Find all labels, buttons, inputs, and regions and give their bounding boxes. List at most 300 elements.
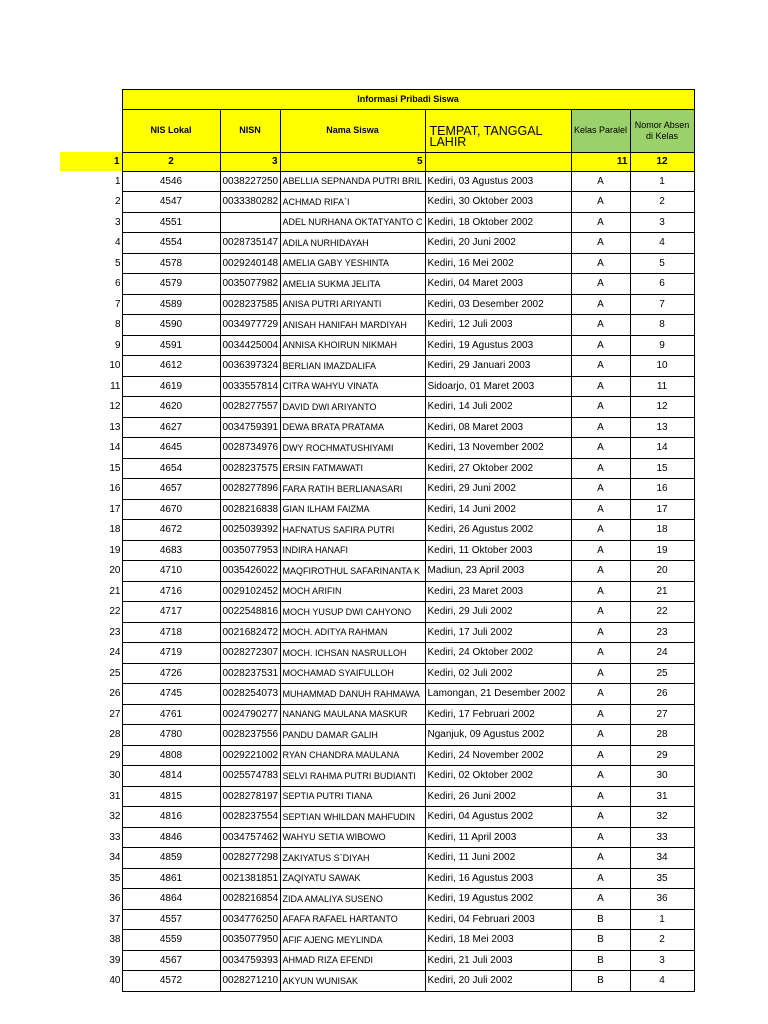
row-number[interactable]: 15 bbox=[109, 462, 121, 474]
cell-nama[interactable]: ADILA NURHIDAYAH bbox=[280, 233, 425, 254]
cell-nis[interactable]: 4547 bbox=[122, 192, 220, 213]
cell-nisn[interactable]: 0025574783 bbox=[220, 766, 280, 787]
cell-nisn[interactable]: 0035077982 bbox=[220, 274, 280, 295]
row-number[interactable]: 27 bbox=[109, 708, 121, 720]
cell-nama[interactable]: AFAFA RAFAEL HARTANTO bbox=[280, 909, 425, 930]
cell-nisn[interactable]: 0034759391 bbox=[220, 417, 280, 438]
cell-nisn[interactable]: 0029240148 bbox=[220, 253, 280, 274]
cell-kelas[interactable]: A bbox=[571, 499, 630, 520]
cell-kelas[interactable]: A bbox=[571, 356, 630, 377]
cell-absen[interactable]: 3 bbox=[630, 950, 694, 971]
cell-nama[interactable]: AMELIA GABY YESHINTA bbox=[280, 253, 425, 274]
cell-nis[interactable]: 4808 bbox=[122, 745, 220, 766]
cell-nisn[interactable]: 0028734976 bbox=[220, 438, 280, 459]
cell-kelas[interactable]: A bbox=[571, 274, 630, 295]
cell-absen[interactable]: 5 bbox=[630, 253, 694, 274]
cell-absen[interactable]: 28 bbox=[630, 725, 694, 746]
cell-nama[interactable]: ANISA PUTRI ARIYANTI bbox=[280, 294, 425, 315]
cell-nis[interactable]: 4859 bbox=[122, 848, 220, 869]
cell-nisn[interactable]: 0028237585 bbox=[220, 294, 280, 315]
cell-kelas[interactable]: A bbox=[571, 581, 630, 602]
cell-nisn[interactable]: 0028277557 bbox=[220, 397, 280, 418]
table-row bbox=[60, 479, 694, 500]
cell-absen[interactable]: 34 bbox=[630, 848, 694, 869]
cell-nis[interactable]: 4619 bbox=[122, 376, 220, 397]
cell-nis[interactable]: 4554 bbox=[122, 233, 220, 254]
cell-absen[interactable]: 9 bbox=[630, 335, 694, 356]
row-number[interactable]: 20 bbox=[109, 565, 121, 577]
cell-ttl[interactable]: Kediri, 18 Mei 2003 bbox=[425, 930, 571, 951]
cell-ttl[interactable]: Kediri, 17 Februari 2002 bbox=[425, 704, 571, 725]
cell-absen[interactable]: 10 bbox=[630, 356, 694, 377]
row-number[interactable]: 3 bbox=[114, 216, 121, 228]
cell-absen[interactable]: 1 bbox=[630, 909, 694, 930]
cell-nisn[interactable]: 0028237575 bbox=[220, 458, 280, 479]
cell-kelas[interactable]: A bbox=[571, 335, 630, 356]
cell-ttl[interactable]: Kediri, 16 Mei 2002 bbox=[425, 253, 571, 274]
cell-nis[interactable]: 4589 bbox=[122, 294, 220, 315]
cell-nisn[interactable]: 0028216838 bbox=[220, 499, 280, 520]
cell-kelas[interactable]: A bbox=[571, 602, 630, 623]
row-number[interactable]: 9 bbox=[114, 339, 121, 351]
cell-kelas[interactable]: A bbox=[571, 438, 630, 459]
cell-nis[interactable]: 4557 bbox=[122, 909, 220, 930]
table-row bbox=[60, 520, 694, 541]
table-row bbox=[60, 417, 694, 438]
cell-ttl[interactable]: Nganjuk, 09 Agustus 2002 bbox=[425, 725, 571, 746]
cell-nis[interactable]: 4591 bbox=[122, 335, 220, 356]
cell-kelas[interactable]: B bbox=[571, 909, 630, 930]
row-number[interactable]: 19 bbox=[109, 544, 121, 556]
cell-ttl[interactable]: Kediri, 18 Oktober 2002 bbox=[425, 212, 571, 233]
cell-absen[interactable]: 17 bbox=[630, 499, 694, 520]
cell-kelas[interactable]: A bbox=[571, 827, 630, 848]
cell-nisn[interactable]: 0021682472 bbox=[220, 622, 280, 643]
cell-nisn[interactable]: 0021381851 bbox=[220, 868, 280, 889]
cell-nama[interactable]: NANANG MAULANA MASKUR bbox=[280, 704, 425, 725]
cell-kelas[interactable]: A bbox=[571, 704, 630, 725]
cell-ttl[interactable]: Kediri, 29 Juni 2002 bbox=[425, 479, 571, 500]
cell-kelas[interactable]: A bbox=[571, 417, 630, 438]
table-row bbox=[60, 458, 694, 479]
cell-nis[interactable]: 4683 bbox=[122, 540, 220, 561]
cell-kelas[interactable]: A bbox=[571, 684, 630, 705]
cell-ttl[interactable]: Kediri, 29 Januari 2003 bbox=[425, 356, 571, 377]
cell-nisn[interactable]: 0034776250 bbox=[220, 909, 280, 930]
cell-nis[interactable]: 4814 bbox=[122, 766, 220, 787]
cell-nis[interactable]: 4654 bbox=[122, 458, 220, 479]
cell-nis[interactable]: 4620 bbox=[122, 397, 220, 418]
cell-ttl[interactable]: Kediri, 17 Juli 2002 bbox=[425, 622, 571, 643]
row-number[interactable]: 22 bbox=[109, 606, 121, 618]
row-number[interactable]: 18 bbox=[109, 524, 121, 536]
cell-absen[interactable]: 2 bbox=[630, 192, 694, 213]
cell-absen[interactable]: 3 bbox=[630, 212, 694, 233]
row-number[interactable]: 5 bbox=[114, 257, 121, 269]
cell-absen[interactable]: 31 bbox=[630, 786, 694, 807]
row-number[interactable]: 29 bbox=[109, 749, 121, 761]
cell-nisn[interactable]: 0028254073 bbox=[220, 684, 280, 705]
cell-nis[interactable]: 4719 bbox=[122, 643, 220, 664]
cell-nama[interactable]: MOCH ARIFIN bbox=[280, 581, 425, 602]
cell-nisn[interactable]: 0034977729 bbox=[220, 315, 280, 336]
cell-ttl[interactable]: Lamongan, 21 Desember 2002 bbox=[425, 684, 571, 705]
cell-absen[interactable]: 36 bbox=[630, 889, 694, 910]
cell-nis[interactable]: 4657 bbox=[122, 479, 220, 500]
table-row bbox=[60, 294, 694, 315]
cell-nama[interactable]: MOCH. ICHSAN NASRULLOH bbox=[280, 643, 425, 664]
cell-ttl[interactable]: Kediri, 20 Juli 2002 bbox=[425, 971, 571, 992]
cell-nama[interactable]: ANNISA KHOIRUN NIKMAH bbox=[280, 335, 425, 356]
cell-nis[interactable]: 4761 bbox=[122, 704, 220, 725]
cell-nama[interactable]: GIAN ILHAM FAIZMA bbox=[280, 499, 425, 520]
cell-nama[interactable]: MAQFIROTHUL SAFARINANTA K bbox=[280, 561, 425, 582]
cell-nis[interactable]: 4559 bbox=[122, 930, 220, 951]
cell-ttl[interactable]: Kediri, 08 Maret 2003 bbox=[425, 417, 571, 438]
cell-nama[interactable]: DWY ROCHMATUSHIYAMI bbox=[280, 438, 425, 459]
row-number[interactable]: 21 bbox=[109, 585, 121, 597]
cell-nisn[interactable]: 0028237556 bbox=[220, 725, 280, 746]
cell-absen[interactable]: 29 bbox=[630, 745, 694, 766]
cell-nisn[interactable]: 0035077953 bbox=[220, 540, 280, 561]
row-number[interactable]: 28 bbox=[109, 729, 121, 741]
cell-absen[interactable]: 20 bbox=[630, 561, 694, 582]
row-number[interactable]: 16 bbox=[109, 483, 121, 495]
cell-kelas[interactable]: B bbox=[571, 930, 630, 951]
cell-nama[interactable]: ADEL NURHANA OKTATYANTO C bbox=[280, 212, 425, 233]
col-header-nisn[interactable]: NISN bbox=[220, 109, 280, 152]
row-number[interactable]: 23 bbox=[109, 626, 121, 638]
cell-nisn[interactable]: 0025039392 bbox=[220, 520, 280, 541]
cell-nis[interactable]: 4780 bbox=[122, 725, 220, 746]
row-number[interactable]: 35 bbox=[109, 872, 121, 884]
cell-nis[interactable]: 4579 bbox=[122, 274, 220, 295]
row-number[interactable]: 10 bbox=[109, 360, 121, 372]
cell-absen[interactable]: 4 bbox=[630, 233, 694, 254]
row-number[interactable]: 25 bbox=[109, 667, 121, 679]
cell-absen[interactable]: 35 bbox=[630, 868, 694, 889]
table-row bbox=[60, 807, 694, 828]
cell-nisn[interactable]: 0028277298 bbox=[220, 848, 280, 869]
cell-absen[interactable]: 8 bbox=[630, 315, 694, 336]
cell-ttl[interactable]: Kediri, 03 Desember 2002 bbox=[425, 294, 571, 315]
cell-kelas[interactable]: A bbox=[571, 561, 630, 582]
cell-absen[interactable]: 2 bbox=[630, 930, 694, 951]
cell-ttl[interactable]: Kediri, 26 Juni 2002 bbox=[425, 786, 571, 807]
cell-ttl[interactable]: Kediri, 12 Juli 2003 bbox=[425, 315, 571, 336]
cell-nis[interactable]: 4546 bbox=[122, 171, 220, 192]
cell-nisn[interactable]: 0036397324 bbox=[220, 356, 280, 377]
table-row bbox=[60, 663, 694, 684]
cell-kelas[interactable]: A bbox=[571, 479, 630, 500]
cell-ttl[interactable]: Kediri, 11 Oktober 2003 bbox=[425, 540, 571, 561]
cell-absen[interactable]: 14 bbox=[630, 438, 694, 459]
cell-kelas[interactable]: A bbox=[571, 889, 630, 910]
cell-kelas[interactable]: A bbox=[571, 233, 630, 254]
cell-kelas[interactable]: A bbox=[571, 745, 630, 766]
cell-nisn[interactable]: 0028216854 bbox=[220, 889, 280, 910]
cell-nisn[interactable]: 0029102452 bbox=[220, 581, 280, 602]
cell-absen[interactable]: 18 bbox=[630, 520, 694, 541]
cell-nama[interactable]: ERSIN FATMAWATI bbox=[280, 458, 425, 479]
row-number[interactable]: 4 bbox=[114, 237, 121, 249]
col-header-nama[interactable]: Nama Siswa bbox=[280, 109, 425, 152]
cell-nis[interactable]: 4846 bbox=[122, 827, 220, 848]
cell-kelas[interactable]: A bbox=[571, 376, 630, 397]
col-num-kelas: 11 bbox=[571, 152, 630, 171]
row-number[interactable]: 26 bbox=[109, 688, 121, 700]
cell-nama[interactable]: MUHAMMAD DANUH RAHMAWA bbox=[280, 684, 425, 705]
col-header-kelas[interactable]: Kelas Paralel bbox=[571, 109, 630, 152]
row-number[interactable]: 30 bbox=[109, 770, 121, 782]
row-number[interactable]: 32 bbox=[109, 811, 121, 823]
cell-nisn[interactable]: 0034759393 bbox=[220, 950, 280, 971]
cell-kelas[interactable]: A bbox=[571, 622, 630, 643]
cell-ttl[interactable]: Kediri, 30 Oktober 2003 bbox=[425, 192, 571, 213]
cell-kelas[interactable]: A bbox=[571, 192, 630, 213]
cell-nama[interactable]: ABELLIA SEPNANDA PUTRI BRIL bbox=[280, 171, 425, 192]
cell-absen[interactable]: 7 bbox=[630, 294, 694, 315]
cell-nama[interactable]: ACHMAD RIFA`I bbox=[280, 192, 425, 213]
cell-nama[interactable]: ZAKIYATUS S`DIYAH bbox=[280, 848, 425, 869]
cell-ttl[interactable]: Kediri, 19 Agustus 2003 bbox=[425, 335, 571, 356]
cell-kelas[interactable]: A bbox=[571, 540, 630, 561]
cell-ttl[interactable]: Kediri, 11 April 2003 bbox=[425, 827, 571, 848]
cell-nama[interactable]: MOCH YUSUP DWI CAHYONO bbox=[280, 602, 425, 623]
cell-kelas[interactable]: A bbox=[571, 212, 630, 233]
cell-kelas[interactable]: A bbox=[571, 520, 630, 541]
cell-nis[interactable]: 4627 bbox=[122, 417, 220, 438]
cell-ttl[interactable]: Kediri, 03 Agustus 2003 bbox=[425, 171, 571, 192]
cell-nis[interactable]: 4815 bbox=[122, 786, 220, 807]
cell-kelas[interactable]: A bbox=[571, 663, 630, 684]
cell-ttl[interactable]: Kediri, 27 Oktober 2002 bbox=[425, 458, 571, 479]
row-number[interactable]: 36 bbox=[109, 893, 121, 905]
row-number[interactable]: 31 bbox=[109, 790, 121, 802]
cell-absen[interactable]: 21 bbox=[630, 581, 694, 602]
cell-ttl[interactable]: Kediri, 14 Juni 2002 bbox=[425, 499, 571, 520]
cell-absen[interactable]: 33 bbox=[630, 827, 694, 848]
cell-absen[interactable]: 4 bbox=[630, 971, 694, 992]
cell-nama[interactable]: AHMAD RIZA EFENDI bbox=[280, 950, 425, 971]
cell-absen[interactable]: 32 bbox=[630, 807, 694, 828]
cell-nis[interactable]: 4672 bbox=[122, 520, 220, 541]
cell-ttl[interactable]: Kediri, 04 Maret 2003 bbox=[425, 274, 571, 295]
row-number[interactable]: 34 bbox=[109, 852, 121, 864]
cell-kelas[interactable]: A bbox=[571, 786, 630, 807]
cell-absen[interactable]: 13 bbox=[630, 417, 694, 438]
cell-nisn[interactable]: 0028278197 bbox=[220, 786, 280, 807]
cell-ttl[interactable]: Kediri, 14 Juli 2002 bbox=[425, 397, 571, 418]
row-number[interactable]: 17 bbox=[109, 503, 121, 515]
cell-nis[interactable]: 4572 bbox=[122, 971, 220, 992]
cell-nama[interactable]: WAHYU SETIA WIBOWO bbox=[280, 827, 425, 848]
row-number[interactable]: 14 bbox=[109, 442, 121, 454]
cell-nis[interactable]: 4718 bbox=[122, 622, 220, 643]
cell-absen[interactable]: 26 bbox=[630, 684, 694, 705]
cell-absen[interactable]: 24 bbox=[630, 643, 694, 664]
cell-ttl[interactable]: Kediri, 20 Juni 2002 bbox=[425, 233, 571, 254]
table-row bbox=[60, 971, 694, 992]
cell-nisn[interactable]: 0029221002 bbox=[220, 745, 280, 766]
cell-nis[interactable]: 4710 bbox=[122, 561, 220, 582]
row-number[interactable]: 39 bbox=[109, 954, 121, 966]
cell-ttl[interactable]: Kediri, 29 Juli 2002 bbox=[425, 602, 571, 623]
cell-nama[interactable]: SELVI RAHMA PUTRI BUDIANTI bbox=[280, 766, 425, 787]
cell-ttl[interactable]: Kediri, 02 Juli 2002 bbox=[425, 663, 571, 684]
row-number[interactable]: 37 bbox=[109, 913, 121, 925]
cell-ttl[interactable]: Kediri, 24 Oktober 2002 bbox=[425, 643, 571, 664]
cell-nis[interactable]: 4645 bbox=[122, 438, 220, 459]
cell-nama[interactable]: DAVID DWI ARIYANTO bbox=[280, 397, 425, 418]
cell-nama[interactable]: FARA RATIH BERLIANASARI bbox=[280, 479, 425, 500]
cell-nisn[interactable]: 0028277896 bbox=[220, 479, 280, 500]
cell-kelas[interactable]: A bbox=[571, 294, 630, 315]
cell-ttl[interactable]: Kediri, 11 Juni 2002 bbox=[425, 848, 571, 869]
row-number[interactable]: 33 bbox=[109, 831, 121, 843]
cell-nis[interactable]: 4567 bbox=[122, 950, 220, 971]
cell-nama[interactable]: INDIRA HANAFI bbox=[280, 540, 425, 561]
cell-absen[interactable]: 6 bbox=[630, 274, 694, 295]
table-row bbox=[60, 192, 694, 213]
cell-nama[interactable]: AKYUN WUNISAK bbox=[280, 971, 425, 992]
cell-nis[interactable]: 4590 bbox=[122, 315, 220, 336]
cell-nama[interactable]: AMELIA SUKMA JELITA bbox=[280, 274, 425, 295]
cell-nama[interactable]: AFIF AJENG MEYLINDA bbox=[280, 930, 425, 951]
cell-ttl[interactable]: Kediri, 21 Juli 2003 bbox=[425, 950, 571, 971]
cell-ttl[interactable]: Sidoarjo, 01 Maret 2003 bbox=[425, 376, 571, 397]
cell-kelas[interactable]: A bbox=[571, 725, 630, 746]
cell-nis[interactable]: 4816 bbox=[122, 807, 220, 828]
cell-absen[interactable]: 23 bbox=[630, 622, 694, 643]
cell-nisn[interactable]: 0035077950 bbox=[220, 930, 280, 951]
cell-ttl[interactable]: Kediri, 13 November 2002 bbox=[425, 438, 571, 459]
cell-nisn[interactable]: 0028271210 bbox=[220, 971, 280, 992]
row-number[interactable]: 13 bbox=[109, 421, 121, 433]
cell-nis[interactable]: 4578 bbox=[122, 253, 220, 274]
cell-nisn[interactable]: 0033380282 bbox=[220, 192, 280, 213]
cell-nama[interactable]: DEWA BRATA PRATAMA bbox=[280, 417, 425, 438]
row-number[interactable]: 7 bbox=[114, 298, 121, 310]
table-row bbox=[60, 315, 694, 336]
row-number[interactable]: 6 bbox=[114, 278, 121, 290]
cell-nis[interactable]: 4861 bbox=[122, 868, 220, 889]
cell-nisn[interactable] bbox=[220, 212, 280, 233]
row-number[interactable]: 40 bbox=[109, 975, 121, 987]
table-row bbox=[60, 581, 694, 602]
cell-nisn[interactable]: 0033557814 bbox=[220, 376, 280, 397]
row-number[interactable]: 24 bbox=[109, 647, 121, 659]
cell-nama[interactable]: ANISAH HANIFAH MARDIYAH bbox=[280, 315, 425, 336]
cell-ttl[interactable]: Kediri, 23 Maret 2003 bbox=[425, 581, 571, 602]
cell-nisn[interactable]: 0034425004 bbox=[220, 335, 280, 356]
cell-absen[interactable]: 22 bbox=[630, 602, 694, 623]
cell-absen[interactable]: 30 bbox=[630, 766, 694, 787]
cell-nisn[interactable]: 0022548816 bbox=[220, 602, 280, 623]
cell-nis[interactable]: 4716 bbox=[122, 581, 220, 602]
cell-ttl[interactable]: Madiun, 23 April 2003 bbox=[425, 561, 571, 582]
cell-absen[interactable]: 27 bbox=[630, 704, 694, 725]
row-number[interactable]: 38 bbox=[109, 934, 121, 946]
cell-nama[interactable]: MOCH. ADITYA RAHMAN bbox=[280, 622, 425, 643]
row-number[interactable]: 12 bbox=[109, 401, 121, 413]
cell-ttl[interactable]: Kediri, 26 Agustus 2002 bbox=[425, 520, 571, 541]
cell-nisn[interactable]: 0028237531 bbox=[220, 663, 280, 684]
cell-ttl[interactable]: Kediri, 16 Agustus 2003 bbox=[425, 868, 571, 889]
row-number[interactable]: 2 bbox=[114, 196, 121, 208]
cell-nisn[interactable]: 0038227250 bbox=[220, 171, 280, 192]
cell-nama[interactable]: ZIDA AMALIYA SUSENO bbox=[280, 889, 425, 910]
cell-nama[interactable]: SEPTIA PUTRI TIANA bbox=[280, 786, 425, 807]
cell-absen[interactable]: 15 bbox=[630, 458, 694, 479]
cell-nis[interactable]: 4864 bbox=[122, 889, 220, 910]
cell-kelas[interactable]: A bbox=[571, 848, 630, 869]
cell-nisn[interactable]: 0028237554 bbox=[220, 807, 280, 828]
cell-nama[interactable]: SEPTIAN WHILDAN MAHFUDIN bbox=[280, 807, 425, 828]
cell-nis[interactable]: 4612 bbox=[122, 356, 220, 377]
cell-nama[interactable]: HAFNATUS SAFIRA PUTRI bbox=[280, 520, 425, 541]
cell-nis[interactable]: 4717 bbox=[122, 602, 220, 623]
cell-kelas[interactable]: A bbox=[571, 807, 630, 828]
cell-ttl[interactable]: Kediri, 04 Februari 2003 bbox=[425, 909, 571, 930]
row-number[interactable]: 8 bbox=[114, 319, 121, 331]
col-header-nis[interactable]: NIS Lokal bbox=[122, 109, 220, 152]
cell-kelas[interactable]: A bbox=[571, 397, 630, 418]
cell-absen[interactable]: 1 bbox=[630, 171, 694, 192]
cell-kelas[interactable]: B bbox=[571, 950, 630, 971]
cell-nis[interactable]: 4726 bbox=[122, 663, 220, 684]
cell-nisn[interactable]: 0035426022 bbox=[220, 561, 280, 582]
cell-nama[interactable]: BERLIAN IMAZDALIFA bbox=[280, 356, 425, 377]
cell-nama[interactable]: RYAN CHANDRA MAULANA bbox=[280, 745, 425, 766]
cell-kelas[interactable]: A bbox=[571, 766, 630, 787]
cell-nisn[interactable]: 0028272307 bbox=[220, 643, 280, 664]
table-row bbox=[60, 909, 694, 930]
cell-absen[interactable]: 25 bbox=[630, 663, 694, 684]
cell-nama[interactable]: CITRA WAHYU VINATA bbox=[280, 376, 425, 397]
cell-kelas[interactable]: A bbox=[571, 458, 630, 479]
cell-kelas[interactable]: A bbox=[571, 315, 630, 336]
cell-kelas[interactable]: A bbox=[571, 868, 630, 889]
cell-ttl[interactable]: Kediri, 02 Oktober 2002 bbox=[425, 766, 571, 787]
cell-kelas[interactable]: A bbox=[571, 643, 630, 664]
cell-nama[interactable]: PANDU DAMAR GALIH bbox=[280, 725, 425, 746]
row-number[interactable]: 1 bbox=[114, 175, 121, 187]
row-number[interactable]: 11 bbox=[110, 380, 121, 392]
cell-nisn[interactable]: 0034757462 bbox=[220, 827, 280, 848]
cell-ttl[interactable]: Kediri, 19 Agustus 2002 bbox=[425, 889, 571, 910]
cell-nis[interactable]: 4551 bbox=[122, 212, 220, 233]
cell-nis[interactable]: 4670 bbox=[122, 499, 220, 520]
col-header-absen[interactable]: Nomor Absen di Kelas bbox=[630, 109, 694, 152]
cell-nis[interactable]: 4745 bbox=[122, 684, 220, 705]
cell-kelas[interactable]: B bbox=[571, 971, 630, 992]
cell-kelas[interactable]: A bbox=[571, 253, 630, 274]
cell-ttl[interactable]: Kediri, 04 Agustus 2002 bbox=[425, 807, 571, 828]
col-header-ttl[interactable]: TEMPAT, TANGGAL LAHIR bbox=[425, 109, 571, 152]
cell-absen[interactable]: 16 bbox=[630, 479, 694, 500]
cell-nisn[interactable]: 0024790277 bbox=[220, 704, 280, 725]
cell-absen[interactable]: 11 bbox=[630, 376, 694, 397]
cell-ttl[interactable]: Kediri, 24 November 2002 bbox=[425, 745, 571, 766]
cell-absen[interactable]: 12 bbox=[630, 397, 694, 418]
cell-nama[interactable]: ZAQIYATU SAWAK bbox=[280, 868, 425, 889]
cell-absen[interactable]: 19 bbox=[630, 540, 694, 561]
table-row bbox=[60, 274, 694, 295]
cell-kelas[interactable]: A bbox=[571, 171, 630, 192]
cell-nama[interactable]: MOCHAMAD SYAIFULLOH bbox=[280, 663, 425, 684]
cell-nisn[interactable]: 0028735147 bbox=[220, 233, 280, 254]
